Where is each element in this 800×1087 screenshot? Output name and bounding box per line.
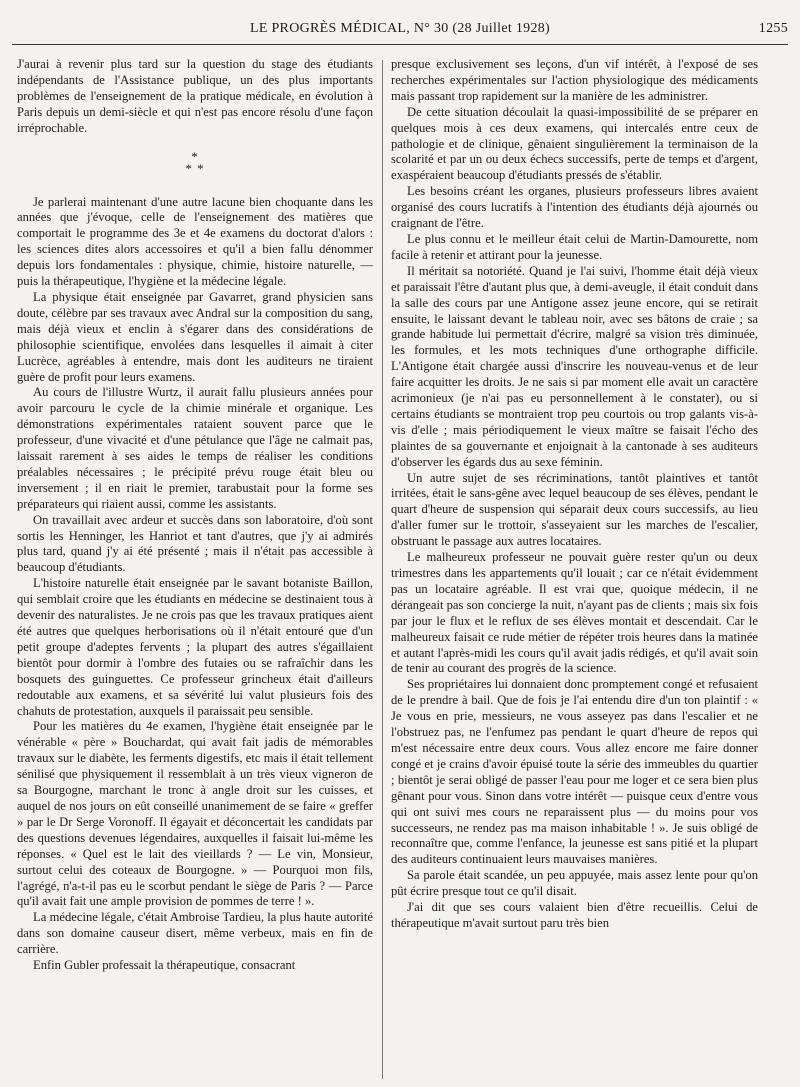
paragraph: Le malheureux professeur ne pouvait guère rester qu'un ou deux trimestres dans les appartements qu'il louait ; car ce n'était évidemment pas un locataire agréable. Il est vrai que, quoique médecin, il ne dérangeait pas son concierge la nuit, n'ayant pas de clients ; mais six fois par jour le flux et le reflux de ses élèves montait et descendait. Car le malheureux faisait ce rude métier de répéter trois heures dans la matinée et autant l'après-midi les cours qu'il avait jadis rédigés, et qu'il avait soin de tenir au courant des progrès de la science. (391, 550, 758, 676)
paragraph: J'aurai à revenir plus tard sur la question du stage des étudiants indépendants de l'Assistance publique, un des plus importants problèmes de l'enseignement de la pratique médicale, en évolution à Paris depuis un demi-siècle et qui n'est pas encore résolu d'une façon irréprochable. (17, 57, 373, 135)
paragraph: Il méritait sa notoriété. Quand je l'ai suivi, l'homme était déjà vieux et paraissait l'être d'autant plus que, à demi-aveugle, il était conduit dans la salle des cours par une Antigone assez jeune encore, qui se retirait ensuite, le laissant devant le tableau noir, avec ses bâtons de craie ; sa grande habitude lui permettait d'écrire, malgré sa vision très diminuée, les formules, et les mots techniques d'une orthographe difficile. L'Antigone était chargée aussi d'inscrire les nouveau-venus et de leur faire acquitter les droits. Je ne sais si par moment elle avait un caractère acrimonieux (je n'ai pas eu personnellement à le constater), ou si certains étudiants se montraient trop peu courtois ou trop galants vis-à-vis d'elle ; mais périodiquement le vieux maître se faisait l'écho des plaintes de sa gouvernante et enjoignait à la cantonade à ses auditeurs d'observer les égards dus au sexe féminin. (391, 263, 758, 469)
paragraph: J'ai dit que ses cours valaient bien d'être recueillis. Celui de thérapeutique m'avait surtout paru très bien (391, 900, 758, 930)
paragraph: De cette situation découlait la quasi-impossibilité de se préparer en quelques mois à ces deux examens, qui intercalés entre ceux de pathologie et de clinique, gênaient singulièrement la terminaison de la scolarité et par un ou deux échecs successifs, perte de temps et d'argent, exaspéraient beaucoup d'étudiants pressés de s'établir. (391, 104, 758, 183)
paragraph: L'histoire naturelle était enseignée par le savant botaniste Baillon, qui semblait croire que les étudiants en médecine se destinaient tous à devenir des naturalistes. Je ne crois pas que les travaux pratiques aient été autres que quelques herborisations où il n'était entouré que d'un petit groupe d'adeptes fervents ; la plupart des autres s'égaillaient bientôt pour dormir à l'ombre des futaies ou se rafraîchir dans les bosquets des guinguettes. Ce professeur grincheux était d'ailleurs redoutable aux examens, et sa sévérité lui valut plusieurs fois des chahuts de protestation, auxquels il paraissait peu sensible. (17, 576, 373, 718)
paragraph: Pour les matières du 4e examen, l'hygiène était enseignée par le vénérable « père » Bouchardat, qui avait fait jadis de mémorables travaux sur le diabète, les ferments digestifs, etc mais il était tellement sénilisé que physiquement il ressemblait à un très vieux vigneron de sa Bourgogne, marchant le tronc à angle droit sur les cuisses, et auquel de nos jours on eût conseillé unanimement de se faire « greffer » par le Dr Serge Voronoff. Il égayait et déconcertait les candidats par des questions devenues légendaires, auxquelles il faisait lui-même les réponses. « Quel est le lait des vieillards ? — Le vin, Monsieur, surtout celui des coteaux de Bourgogne. » — Pourquoi mon fils, l'agrégé, n'a-t-il pas eu le scorbut pendant le siège de Paris ? — Parce qu'il avait fait une ample provision de pommes de terre ! ». (17, 719, 373, 909)
paragraph: Les besoins créant les organes, plusieurs professeurs libres avaient organisé des cours lucratifs à l'intention des étudiants déjà ajournés ou craignant de l'être. (391, 184, 758, 231)
paragraph: Sa parole était scandée, un peu appuyée, mais assez lente pour qu'on pût écrire presque tout ce qu'il disait. (391, 868, 758, 899)
left-column (17, 57, 373, 1082)
paragraph: On travaillait avec ardeur et succès dans son laboratoire, d'où sont sortis les Henninger, les Hanriot et tant d'autres, que j'y ai admirés plus tard, quand j'y ai été présenté ; mais il n'était pas accessible à beaucoup d'étudiants. (17, 512, 373, 575)
paragraph: Au cours de l'illustre Wurtz, il aurait fallu plusieurs années pour avoir parcouru le cycle de la chimie minérale et organique. Les démonstrations expérimentales rataient souvent parce que le professeur, d'une vivacité et d'une pétulance que l'âge ne calmait pas, laissait rarement à ses aides le temps de réaliser les conditions préalables nécessaires ; le précipité prévu rouge était bleu ou inversement ; il en riait le premier, tarabustait pour la forme ses préparateurs qui riaient aussi, comme les assistants. (17, 385, 373, 511)
running-header (12, 21, 788, 37)
paragraph: presque exclusivement ses leçons, d'un vif intérêt, à l'exposé de ses recherches expérimentales sur l'action physiologique des médicaments mais passant trop rapidement sur la manière de les administrer. (391, 57, 758, 103)
paragraph: Je parlerai maintenant d'une autre lacune bien choquante dans les années que j'évoque, celle de l'enseignement des matières que comportait le programme des 3e et 4e examens du doctorat d'alors : les sciences dites alors accessoires et qu'il a bien fallu dénommer depuis lors fondamentales : physique, chimie, histoire naturelle, — puis la thérapeutique, l'hygiène et la médecine légale. (17, 194, 373, 289)
paragraph: Un autre sujet de ses récriminations, tantôt plaintives et tantôt irritées, était le sans-gêne avec lequel beaucoup de ses élèves, pendant le quart d'heure de suspension qui séparait deux cours successifs, au lieu d'aller fumer sur le trottoir, s'asseyaient sur les marches de l'escalier, obstruant le passage aux autres locataires. (391, 470, 758, 549)
paragraph: La physique était enseignée par Gavarret, grand physicien sans doute, célèbre par ses travaux avec Andral sur la composition du sang, mais déjà vieux et enclin à s'égarer dans des considérations de philosophie scientifique, envolées dans lesquelles il aimait à citer Lucrèce, agréables à entendre, mais dont les auditeurs ne tiraient guère de profit pour leurs examens. (17, 289, 373, 384)
paragraph: La médecine légale, c'était Ambroise Tardieu, la plus haute autorité dans son domaine causeur disert, même verbeux, mais en fin de carrière. (17, 910, 373, 957)
journal-title: LE PROGRÈS MÉDICAL, N° 30 (28 Juillet 1928) (249, 21, 551, 36)
right-column (391, 57, 758, 1082)
page-number: 1255 (758, 21, 788, 36)
section-separator: * * * (185, 148, 205, 176)
paragraph: Le plus connu et le meilleur était celui de Martin-Damourette, nom facile à retenir et attirant pour la jeunesse. (391, 231, 758, 262)
header-rule (12, 44, 788, 45)
column-divider (382, 60, 383, 1079)
paragraph: Enfin Gubler professait la thérapeutique, consacrant (33, 958, 296, 973)
paragraph: Ses propriétaires lui donnaient donc promptement congé et refusaient de le prendre à bail. Que de fois je l'ai entendu dire d'un ton plaintif : « Je vous en prie, messieurs, ne vous asseyez pas dans l'escalier et ne l'obstruez pas, ne l'enfumez pas pendant le quart d'heure de repos qui m'est nécessaire entre deux cours. Vous allez encore me faire donner congé et je crains d'avoir épuisé toute la série des immeubles du quartier ; bientôt je serai obligé de passer l'eau pour me loger et ce sera bien plus gênant pour vous. Sinon dans votre intérêt — puisque ceux d'entre vous qui ont suivi mes cours ne reparaissent plus — du moins pour vos successeurs, ne rendez pas ma maison inhabitable ! ». Je suis obligé de reconnaître que, comme l'enfance, la jeunesse est sans pitié et la plupart des auditeurs continuaient leurs mauvaises manières. (391, 677, 758, 867)
